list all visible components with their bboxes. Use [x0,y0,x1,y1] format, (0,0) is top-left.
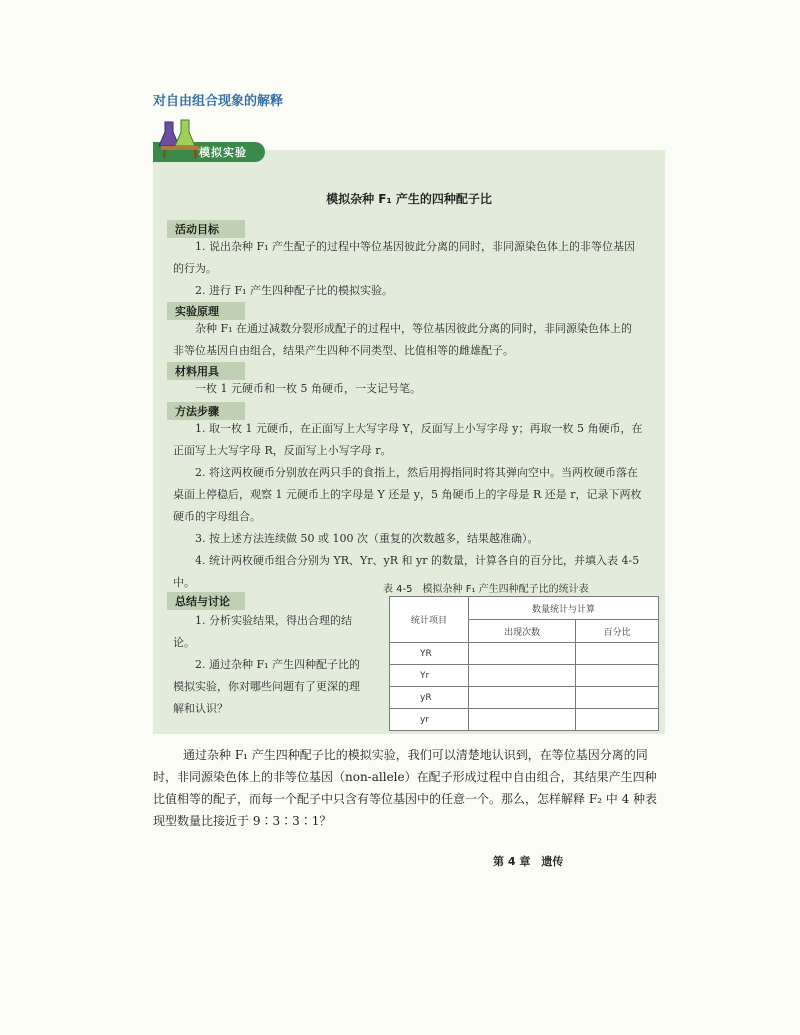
header-percentage: 百分比 [576,620,659,643]
statistics-table [389,596,659,731]
experiment-banner [153,116,267,162]
experiment-title: 模拟杂种 F₁ 产生的四种配子比 [326,192,492,206]
row-label: YR [390,643,469,665]
step-item-3: 3. 按上述方法连续做 50 或 100 次（重复的次数越多，结果越准确）。 [195,532,539,545]
body-paragraph: 通过杂种 F₁ 产生四种配子比的模拟实验，我们可以清楚地认识到，在等位基因分离的同时，非同源染色体上的非等位基因（non-allele）在配子形成过程中自由组合，其结果产生四种比值相等的配子，而每一个配子中只含有等位基因中的任意一个。那么，怎样解释 F₂ 中 4 种表现型数量比接近于 9∶3∶3∶1？ [153,748,658,828]
simulation-experiment-box [153,150,665,734]
header-group: 数量统计与计算 [469,597,659,620]
count-cell [469,643,576,665]
banner-label: 模拟实验 [199,146,247,159]
row-label: yr [390,709,469,731]
header-count: 出现次数 [469,620,576,643]
step-item-2: 2. 将这两枚硬币分别放在两只手的食指上，然后用拇指同时将其弹向空中。当两枚硬币落在桌面上停稳后，观察 1 元硬币上的字母是 Y 还是 y，5 角硬币上的字母是 R 还是 r，记录下两枚硬币的字母组合。 [173,466,642,523]
count-cell [469,687,576,709]
flask-icon [159,116,201,160]
materials-text: 一枚 1 元硬币和一枚 5 角硬币，一支记号笔。 [195,382,421,395]
discussion-item-1: 1. 分析实验结果，得出合理的结论。 [173,614,352,649]
discussion-item-2: 2. 通过杂种 F₁ 产生四种配子比的模拟实验，你对哪些问题有了更深的理解和认识？ [173,658,361,715]
count-cell [469,709,576,731]
row-label: yR [390,687,469,709]
row-label: Yr [390,665,469,687]
table-row [390,665,659,687]
objective-item-1: 1. 说出杂种 F₁ 产生配子的过程中等位基因彼此分离的同时，非同源染色体上的非等位基因的行为。 [173,240,636,275]
step-item-1: 1. 取一枚 1 元硬币，在正面写上大写字母 Y，反面写上小写字母 y；再取一枚 5 角硬币，在正面写上大写字母 R，反面写上小写字母 r。 [173,422,643,457]
percentage-cell [576,643,659,665]
table-row [390,643,659,665]
table-row [390,709,659,731]
percentage-cell [576,665,659,687]
step-item-4: 4. 统计两枚硬币组合分别为 YR、Yr、yR 和 yr 的数量，计算各自的百分比，并填入表 4-5 中。 [173,554,640,589]
page-footer: 第 4 章 遗传 [493,855,564,868]
percentage-cell [576,709,659,731]
discussion-heading: 总结与讨论 [167,592,245,610]
objective-item-2: 2. 进行 F₁ 产生四种配子比的模拟实验。 [195,284,394,297]
objectives-heading: 活动目标 [167,220,245,238]
materials-heading: 材料用具 [167,362,245,380]
percentage-cell [576,687,659,709]
count-cell [469,665,576,687]
principle-text: 杂种 F₁ 在通过减数分裂形成配子的过程中，等位基因彼此分离的同时，非同源染色体上的非等位基因自由组合，结果产生四种不同类型、比值相等的雌雄配子。 [173,322,633,357]
table-caption: 表 4-5 模拟杂种 F₁ 产生四种配子比的统计表 [383,584,589,595]
steps-heading: 方法步骤 [167,402,245,420]
section-title: 对自由组合现象的解释 [153,94,284,109]
table-row [390,687,659,709]
header-item: 统计项目 [390,597,469,643]
principle-heading: 实验原理 [167,302,245,320]
